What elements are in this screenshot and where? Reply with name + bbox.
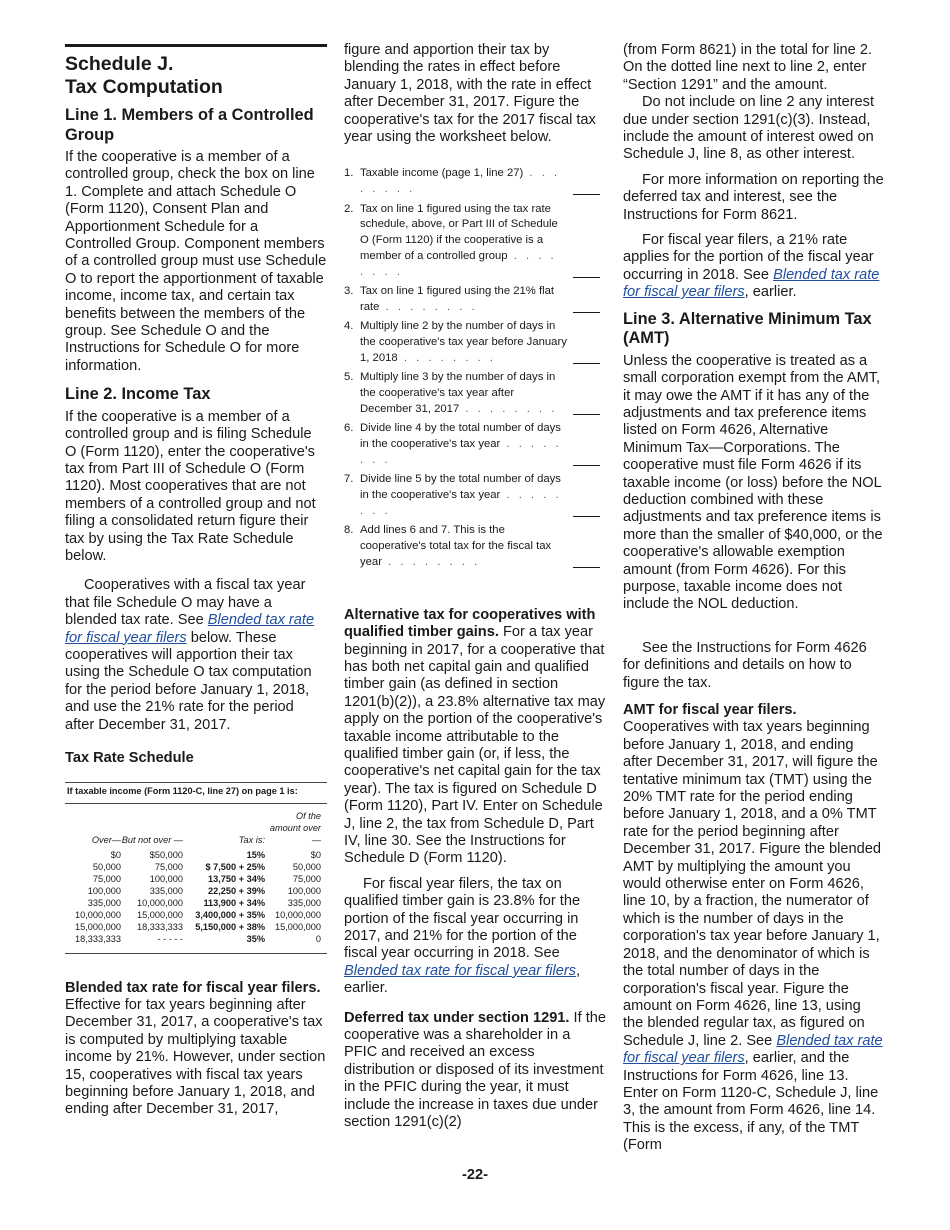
blended-tax-worksheet xyxy=(344,166,606,570)
table-row xyxy=(65,873,327,885)
deferred-runin: Deferred tax under section 1291. xyxy=(344,1009,570,1026)
trs-cell-over: 100,000 xyxy=(87,885,121,896)
col3-continuation: (from Form 8621) in the total for line 2. On the dotted line next to line 2, enter “Section 1291” and the amount. xyxy=(623,42,873,93)
title-line-2: Tax Computation xyxy=(65,75,223,98)
trs-cell-tax: 5,150,000 + 38% xyxy=(195,921,265,932)
worksheet-line-label: Divide line 4 by the total number of days in the cooperative's tax year xyxy=(360,422,561,451)
worksheet-entry-blank[interactable] xyxy=(573,312,600,313)
trs-col-tax: Tax is: xyxy=(238,834,265,845)
amt-fiscal-heading: AMT for fiscal year filers. xyxy=(623,702,797,718)
tax-rate-schedule-heading: Tax Rate Schedule xyxy=(65,750,194,767)
title-line-1: Schedule J. xyxy=(65,53,174,75)
trs-col-of: Of the amount over— xyxy=(269,810,321,845)
trs-cell-of: 50,000 xyxy=(292,861,321,872)
trs-col-notover: But not over — xyxy=(121,834,183,845)
fiscal-paragraph xyxy=(65,577,327,734)
trs-cell-tax: 15% xyxy=(246,849,265,860)
col2-continuation: figure and apportion their tax by blending the rates in effect before January 1, 2018, with the rate in effect after December 31, 2017. Figure the cooperative's tax for the 2017 fiscal tax year using the worksheet below. xyxy=(344,42,596,146)
trs-cell-notover: 18,333,333 xyxy=(137,921,183,932)
table-row xyxy=(65,897,327,909)
tax-rate-schedule-table xyxy=(65,782,327,954)
amt-body-post: , earlier, and the Instructions for Form 4626, line 13. Enter on Form 1120-C, Schedule J, line 3, the amount from Form 4626, line 14. This is the excess, if any, of the TMT (Form xyxy=(623,1050,879,1154)
worksheet-line-number: 1. xyxy=(344,167,354,180)
section-title xyxy=(65,44,327,98)
worksheet-line-text xyxy=(360,523,568,570)
interest-paragraph: Do not include on line 2 any interest due under section 1291(c)(3). Instead, include the amount of interest owed on Schedule J, line 8, as other interest. xyxy=(623,94,875,163)
worksheet-line-text xyxy=(360,421,568,468)
worksheet-line-text xyxy=(360,202,568,281)
trs-cell-tax: $ 7,500 + 25% xyxy=(205,861,265,872)
fiscal-21-post: , earlier. xyxy=(744,284,797,301)
trs-cell-of: 75,000 xyxy=(292,873,321,884)
line1-body: If the cooperative is a member of a controlled group, check the box on line 1. Complete and attach Schedule O (Form 1120), Consent Plan and Apportionment Schedule for a Controlled Group. Component members of a controlled group must use Schedule O to report the apportionment of taxable income, income tax, and certain tax benefits between the members of the group. See Schedule O and the Instructions for Schedule O for more information. xyxy=(65,149,327,374)
trs-cell-over: 75,000 xyxy=(92,873,121,884)
worksheet-entry-blank[interactable] xyxy=(573,414,600,415)
page-number: -22- xyxy=(462,1167,488,1183)
trs-cell-of: 10,000,000 xyxy=(275,909,321,920)
leader-dots: . . . . . . . . xyxy=(360,489,562,517)
leader-dots: . . . . . . . . xyxy=(459,402,558,415)
trs-cell-over: 335,000 xyxy=(87,897,121,908)
worksheet-line-label: Multiply line 3 by the number of days in the cooperative's tax year after December 31, 2017 xyxy=(360,371,556,415)
line2-body: If the cooperative is a member of a controlled group and is filing Schedule O (Form 1120), enter the cooperative's tax from Part III of Schedule O (Form 1120). Most cooperatives that are not members of a controlled group and not filing a consolidated return figure their tax by using the Tax Rate Schedule below. xyxy=(65,408,316,565)
alt-tax-body: For a tax year beginning in 2017, for a cooperative that has both net capital gain and qualified timber gain (as defined in section 1201(b)(2)), a 23.8% alternative tax may apply on the portion of the cooperative's taxable income attributable to the qualified timber gain (or, if less, the cooperative's net capital gain for the tax year). The tax is figured on Schedule D (Form 1120), Part IV. Enter on Schedule J, line 2, the tax from Schedule D, Part IV, line 30. See the Instructions for Schedule D (Form 1120). xyxy=(344,624,606,867)
deferred-body: If the cooperative was a shareholder in a PFIC and received an excess distribution or disposed of its investment in the PFIC during the year, it must include the increase in taxes due under section 1291(c)(2) xyxy=(344,1009,606,1131)
table-row xyxy=(65,885,327,897)
worksheet-entry-blank[interactable] xyxy=(573,277,600,278)
trs-cell-notover: 100,000 xyxy=(149,873,183,884)
worksheet-line-number: 4. xyxy=(344,320,354,333)
line3-heading: Line 3. Alternative Minimum Tax (AMT) xyxy=(623,309,872,348)
fiscal-timber-paragraph xyxy=(344,876,606,998)
trs-cell-notover: - - - - - xyxy=(157,933,183,944)
blended-paragraph xyxy=(65,980,327,1119)
fiscal-timber-pre: For fiscal year filers, the tax on qualified timber gain is 23.8% for the portion of the fiscal year occurring in 2017, and 21% for the portion of the fiscal year occurring in 2018. See xyxy=(344,875,581,962)
worksheet-line xyxy=(344,166,606,198)
trs-cell-tax: 35% xyxy=(246,933,265,944)
worksheet-line-number: 6. xyxy=(344,422,354,435)
line2-heading: Line 2. Income Tax xyxy=(65,385,211,404)
trs-cell-notover: 75,000 xyxy=(154,861,183,872)
fiscal-text-pre: Cooperatives with a fiscal tax year that file Schedule O may have a blended tax rate. See xyxy=(65,577,306,629)
trs-col-over: Over— xyxy=(91,834,121,845)
worksheet-line-number: 7. xyxy=(344,473,354,486)
table-row xyxy=(65,933,327,945)
worksheet-line xyxy=(344,284,606,316)
worksheet-line-text xyxy=(360,166,568,198)
trs-cell-of: $0 xyxy=(310,849,321,860)
table-row xyxy=(65,849,327,861)
worksheet-line-label: Divide line 5 by the total number of days in the cooperative's tax year xyxy=(360,473,561,502)
worksheet-line-label: Add lines 6 and 7. This is the cooperative's total tax for the fiscal tax year xyxy=(360,524,552,568)
worksheet-line-label: Multiply line 2 by the number of days in the cooperative's tax year before January 1, 2018 xyxy=(360,320,567,364)
blended-rate-link-4[interactable]: Blended tax rate for fiscal year filers xyxy=(623,1032,883,1067)
worksheet-line xyxy=(344,523,606,570)
worksheet-entry-blank[interactable] xyxy=(573,465,600,466)
worksheet-line-number: 8. xyxy=(344,524,354,537)
trs-cell-over: 18,333,333 xyxy=(75,933,121,944)
leader-dots: . . . . . . . . xyxy=(379,301,478,313)
trs-condition: If taxable income (Form 1120-C, line 27) on page 1 is: xyxy=(65,783,327,804)
table-row xyxy=(65,909,327,921)
trs-cell-tax: 22,250 + 39% xyxy=(208,885,265,896)
trs-cell-tax: 13,750 + 34% xyxy=(208,873,265,884)
blended-runin: Blended tax rate for fiscal year filers. xyxy=(65,979,321,996)
leader-dots: . . . . . . . . xyxy=(381,555,481,568)
leader-dots: . . . . . . . . xyxy=(360,250,557,278)
amt-body-pre: Cooperatives with tax years beginning before January 1, 2018, and ending after December 31, 2017, will figure the tentative minimum tax (TMT) using the 20% TMT rate for the period ending before January 1, 2018, and a 0% TMT rate for the period beginning after December 31, 2017. Figure the blended AMT by multiplying the amount you would otherwise enter on Form 4626, line 10, by a fraction, the numerator of which is the number of days in the corporation's tax year before January 1, 2018, and the denominator of which is the total number of days in the corporation's fiscal year. Figure the amount on Form 4626, line 13, using the blended regular tax, as figured on Schedule J, line 2. See xyxy=(623,719,881,1049)
amt-fiscal-body xyxy=(623,719,885,1154)
line3-body: Unless the cooperative is treated as a small corporation exempt from the AMT, it may owe the AMT if it has any of the adjustments and tax preference items listed on Form 4626, Alternative Minimum Tax—Corporations. The cooperative must file Form 4626 if its taxable income (or loss) before the NOL deduction combined with these adjustments and tax preference items is more than the smaller of $40,000, or the cooperative's allowable exemption amount (from Form 4626). For this purpose, taxable income does not include the NOL deduction. xyxy=(623,352,883,613)
trs-cell-of: 335,000 xyxy=(287,897,321,908)
alt-tax-paragraph xyxy=(344,607,606,868)
worksheet-line-label: Tax on line 1 figured using the tax rate schedule, above, or Part III of Schedule O (Form 1120) if the cooperative is a member of a controlled group xyxy=(360,202,558,263)
trs-cell-tax: 3,400,000 + 35% xyxy=(195,909,265,920)
trs-cell-notover: 15,000,000 xyxy=(137,909,183,920)
more-info-paragraph: For more information on reporting the deferred tax and interest, see the Instructions for Form 8621. xyxy=(623,171,884,223)
worksheet-entry-blank[interactable] xyxy=(573,194,600,195)
line1-heading: Line 1. Members of a Controlled Group xyxy=(65,106,314,144)
table-row xyxy=(65,861,327,873)
leader-dots: . . . . . . . . xyxy=(360,438,562,466)
fiscal-21-pre: For fiscal year filers, a 21% rate applies for the portion of the fiscal year occurring in 2018. See xyxy=(623,232,874,283)
deferred-tax-paragraph xyxy=(344,1010,606,1132)
worksheet-line-number: 3. xyxy=(344,285,354,298)
alt-tax-runin: Alternative tax for cooperatives with qualified timber gains. xyxy=(344,606,596,641)
worksheet-line-text xyxy=(360,284,568,316)
trs-cell-tax: 113,900 + 34% xyxy=(203,897,265,908)
trs-cell-over: 15,000,000 xyxy=(75,921,121,932)
trs-cell-of: 100,000 xyxy=(287,885,321,896)
trs-cell-notover: 335,000 xyxy=(149,885,183,896)
trs-cell-of: 0 xyxy=(315,933,321,944)
trs-cell-over: $0 xyxy=(110,849,121,860)
trs-cell-of: 15,000,000 xyxy=(275,921,321,932)
worksheet-line-number: 2. xyxy=(344,202,354,215)
worksheet-line-label: Tax on line 1 figured using the 21% flat rate xyxy=(360,285,555,313)
fiscal-21-paragraph xyxy=(623,232,885,302)
worksheet-line-text xyxy=(360,370,568,417)
blended-body: Effective for tax years beginning after December 31, 2017, a cooperative's tax is computed by multiplying taxable income by 21%. However, under section 15, cooperatives with fiscal tax years beginning before January 1, 2018, and ending after December 31, 2017, xyxy=(65,996,326,1118)
worksheet-line-number: 5. xyxy=(344,371,354,384)
blended-rate-link-3[interactable]: Blended tax rate for fiscal year filers xyxy=(623,266,880,301)
trs-cell-over: 10,000,000 xyxy=(75,909,121,920)
worksheet-entry-blank[interactable] xyxy=(573,567,600,568)
worksheet-line xyxy=(344,421,606,468)
worksheet-line-label: Taxable income (page 1, line 27) xyxy=(360,167,524,180)
fiscal-timber-post: , earlier. xyxy=(344,962,581,997)
leader-dots: . . . . . . . . xyxy=(397,351,496,364)
table-row xyxy=(65,921,327,933)
trs-cell-notover: $50,000 xyxy=(149,849,183,860)
trs-column-headers xyxy=(65,804,327,846)
worksheet-line-text xyxy=(360,319,568,366)
worksheet-line-text xyxy=(360,472,568,519)
blended-rate-link-2[interactable]: Blended tax rate for fiscal year filers xyxy=(344,962,576,979)
worksheet-entry-blank[interactable] xyxy=(573,363,600,364)
column-3 xyxy=(623,42,885,1155)
trs-cell-notover: 10,000,000 xyxy=(137,897,183,908)
worksheet-entry-blank[interactable] xyxy=(573,516,600,517)
worksheet-line xyxy=(344,472,606,519)
column-2 xyxy=(344,42,606,1132)
worksheet-line xyxy=(344,370,606,417)
column-1 xyxy=(65,44,327,1119)
blended-rate-link[interactable]: Blended tax rate for fiscal year filers xyxy=(65,612,315,646)
trs-rows xyxy=(65,846,327,953)
fiscal-text-post: below. These cooperatives will apportion their tax using the Schedule O tax computation for the period before January 1, 2018, and use the 21% rate for the period after December 31, 2017. xyxy=(65,629,312,733)
see-instructions-paragraph: See the Instructions for Form 4626 for definitions and details on how to figure the tax. xyxy=(623,639,867,691)
trs-cell-over: 50,000 xyxy=(92,861,121,872)
leader-dots: . . . . . . . . xyxy=(360,167,561,196)
worksheet-line xyxy=(344,202,606,281)
worksheet-line xyxy=(344,319,606,366)
